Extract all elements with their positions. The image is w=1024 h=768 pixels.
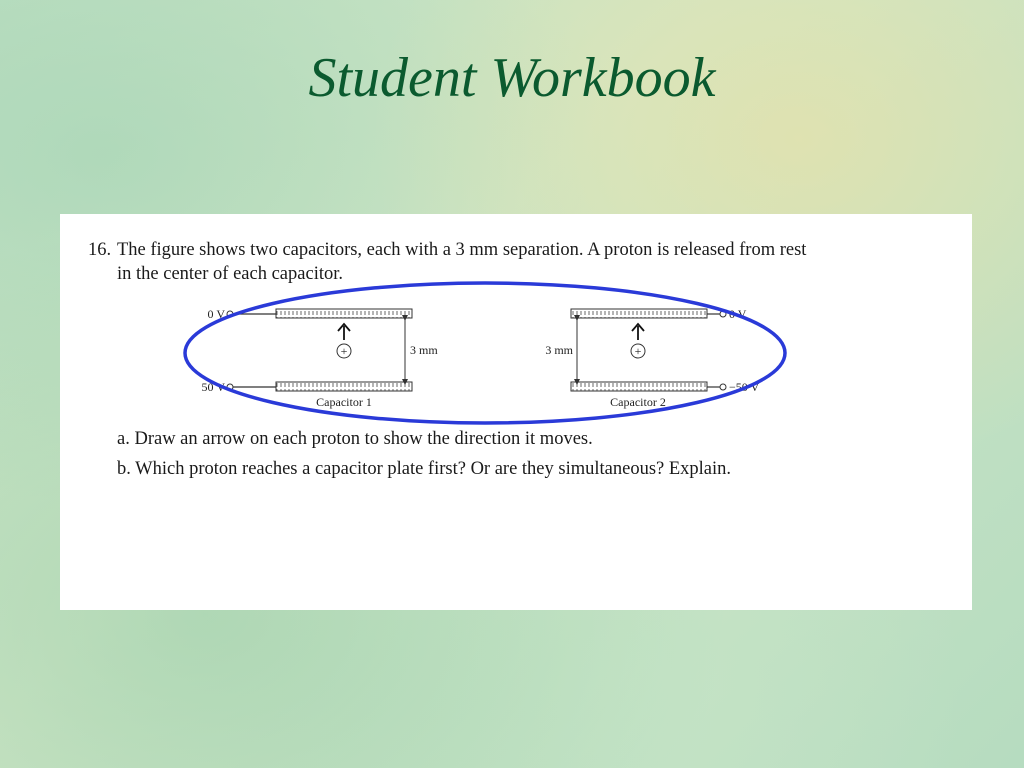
cap1-direction-arrow	[338, 324, 350, 340]
cap1-bottom-voltage: 50 V	[201, 380, 225, 394]
slide-title: Student Workbook	[308, 47, 716, 109]
cap2-caption: Capacitor 2	[610, 395, 666, 409]
cap2-separation-label: 3 mm	[545, 343, 573, 357]
question-panel	[60, 214, 972, 610]
cap2-bottom-terminal	[720, 384, 726, 390]
cap2-bottom-plate	[571, 382, 707, 391]
cap1-top-plate	[276, 309, 412, 318]
question-text-line-1: The figure shows two capacitors, each with a 3 mm separation. A proton is released from rest	[117, 240, 807, 260]
cap2-top-voltage: 0 V	[729, 307, 747, 321]
cap1-separation-label: 3 mm	[410, 343, 438, 357]
cap2-direction-arrow	[632, 324, 644, 340]
highlight-ellipse	[185, 283, 785, 423]
cap2-proton	[631, 344, 645, 358]
cap1-bottom-plate	[276, 382, 412, 391]
cap1-proton	[337, 344, 351, 358]
cap2-proton-symbol: +	[634, 344, 642, 358]
cap2-top-plate	[571, 309, 707, 318]
cap1-caption: Capacitor 1	[316, 395, 372, 409]
question-text-line-2: in the center of each capacitor.	[117, 264, 343, 284]
question-part-b: b. Which proton reaches a capacitor plate first? Or are they simultaneous? Explain.	[117, 459, 732, 479]
cap1-top-voltage: 0 V	[207, 307, 225, 321]
cap2-bottom-voltage: −50 V	[729, 380, 760, 394]
question-part-a: a. Draw an arrow on each proton to show the direction it moves.	[117, 429, 593, 449]
capacitor-figure	[180, 280, 800, 430]
cap1-proton-symbol: +	[340, 344, 348, 358]
question-number: 16.	[88, 240, 112, 260]
